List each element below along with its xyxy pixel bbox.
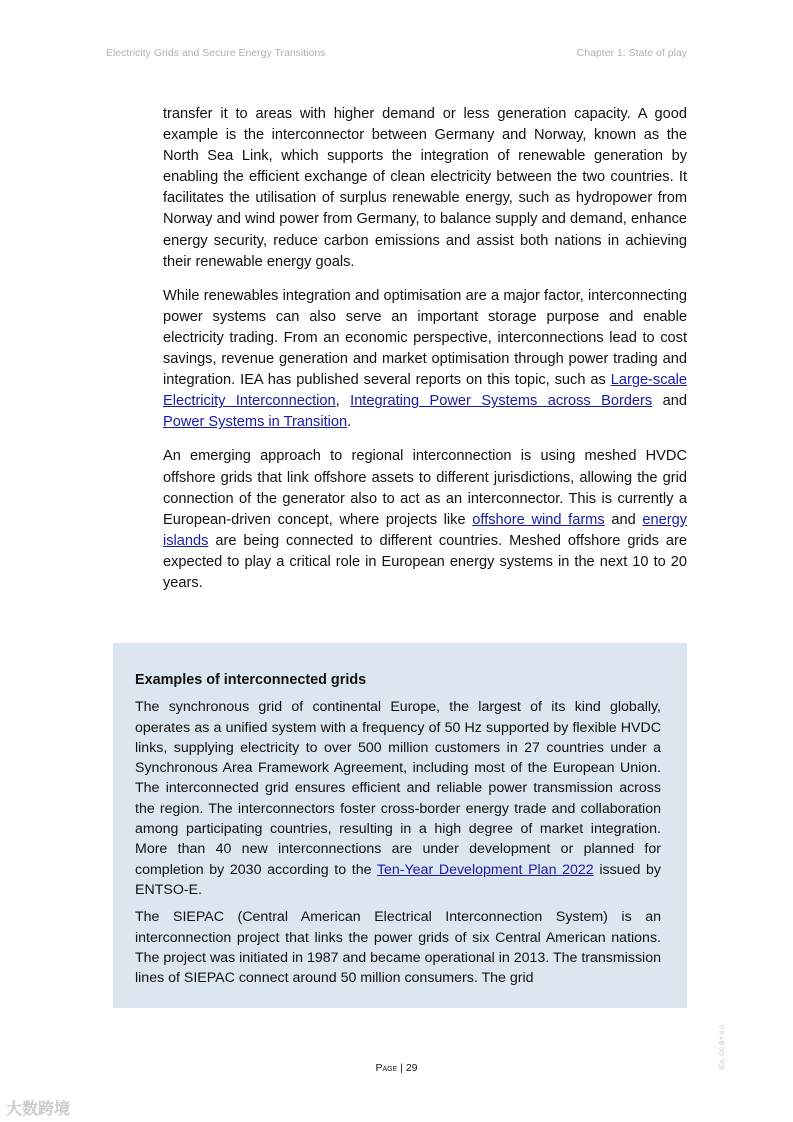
running-header-title: Electricity Grids and Secure Energy Transitions	[106, 47, 326, 59]
page-footer: Page | 29	[375, 1062, 418, 1074]
text: transfer it to areas with higher demand or less generation capacity. A good example is the interconnector between Germany and Norway, known as the North Sea Link, which supports the integration of renewable generation by enabling the efficient exchange of clean electricity between the two countries. It facilitates the utilisation of surplus renewable energy, such as hydropower from Norway and wind power from Germany, to balance supply and demand, enhance energy security, reduce carbon emissions and assist both nations in achieving their renewable energy goals.	[163, 106, 687, 270]
box-paragraph	[135, 697, 661, 900]
link-offshore-wind-farms[interactable]: offshore wind farms	[472, 511, 605, 528]
page-label: Page	[375, 1062, 398, 1074]
paragraph	[163, 286, 687, 434]
link-power-systems-in-transition[interactable]: Power Systems in Transition	[163, 414, 348, 431]
text: An emerging approach to regional interconnection is using meshed HVDC offshore grids that link offshore assets to different jurisdictions, allowing the grid connection of the generator also to act as an interconnector. This is currently a European-driven concept, where projects like	[163, 448, 687, 528]
box-title: Examples of interconnected grids	[135, 672, 367, 688]
link-integrating-power-systems[interactable]: Integrating Power Systems across Borders	[350, 393, 653, 410]
box-paragraph: The SIEPAC (Central American Electrical Interconnection System) is an interconnection project that links the power grids of six Central American nations. The project was initiated in 1987 and became operational in 2013. The transmission lines of SIEPAC connect around 50 million consumers. The grid	[135, 909, 661, 987]
body-text	[163, 104, 687, 607]
text: While renewables integration and optimisation are a major factor, interconnecting power systems can also serve an important storage purpose and enable electricity trading. From an economic perspective, interconnections lead to cost savings, revenue generation and market optimisation through power trading and integration. IEA has published several reports on this topic, such as	[163, 287, 687, 389]
link-energy-islands[interactable]: energy islands	[163, 511, 687, 549]
text: The synchronous grid of continental Europe, the largest of its kind globally, operates as a unified system with a frequency of 50 Hz supported by flexible HVDC links, supplying electricity to over 500 million customers in 27 countries under a Synchronous Area Framework Agreement, including most of the European Union. The interconnected grid ensures efficient and reliable power transmission across the region. The interconnectors foster cross-border energy trade and collaboration among participating countries, resulting in a high degree of market integration. More than 40 new interconnections are under development or planned for completion by 2030 according to the	[135, 699, 661, 878]
text: .	[347, 414, 352, 431]
running-header-chapter: Chapter 1: State of play	[576, 47, 687, 59]
examples-box	[113, 643, 687, 1008]
text: issued by ENTSO-E.	[135, 861, 661, 898]
text: and	[652, 393, 687, 410]
text: are being connected to different countries. Meshed offshore grids are expected to play a critical role in European energy systems in the next 10 to 20 years.	[163, 532, 687, 591]
watermark-logo: 大数跨境	[6, 1101, 71, 1118]
paragraph	[163, 104, 687, 273]
paragraph	[163, 446, 687, 594]
license-note: IEA. CC BY 4.0.	[719, 1023, 726, 1070]
page-number: 29	[405, 1062, 418, 1074]
text: and	[604, 511, 643, 528]
link-ten-year-plan[interactable]: Ten-Year Development Plan 2022	[376, 861, 594, 878]
link-large-scale-interconnection[interactable]: Large-scale Electricity Interconnection	[163, 372, 687, 410]
text: ,	[335, 393, 351, 410]
